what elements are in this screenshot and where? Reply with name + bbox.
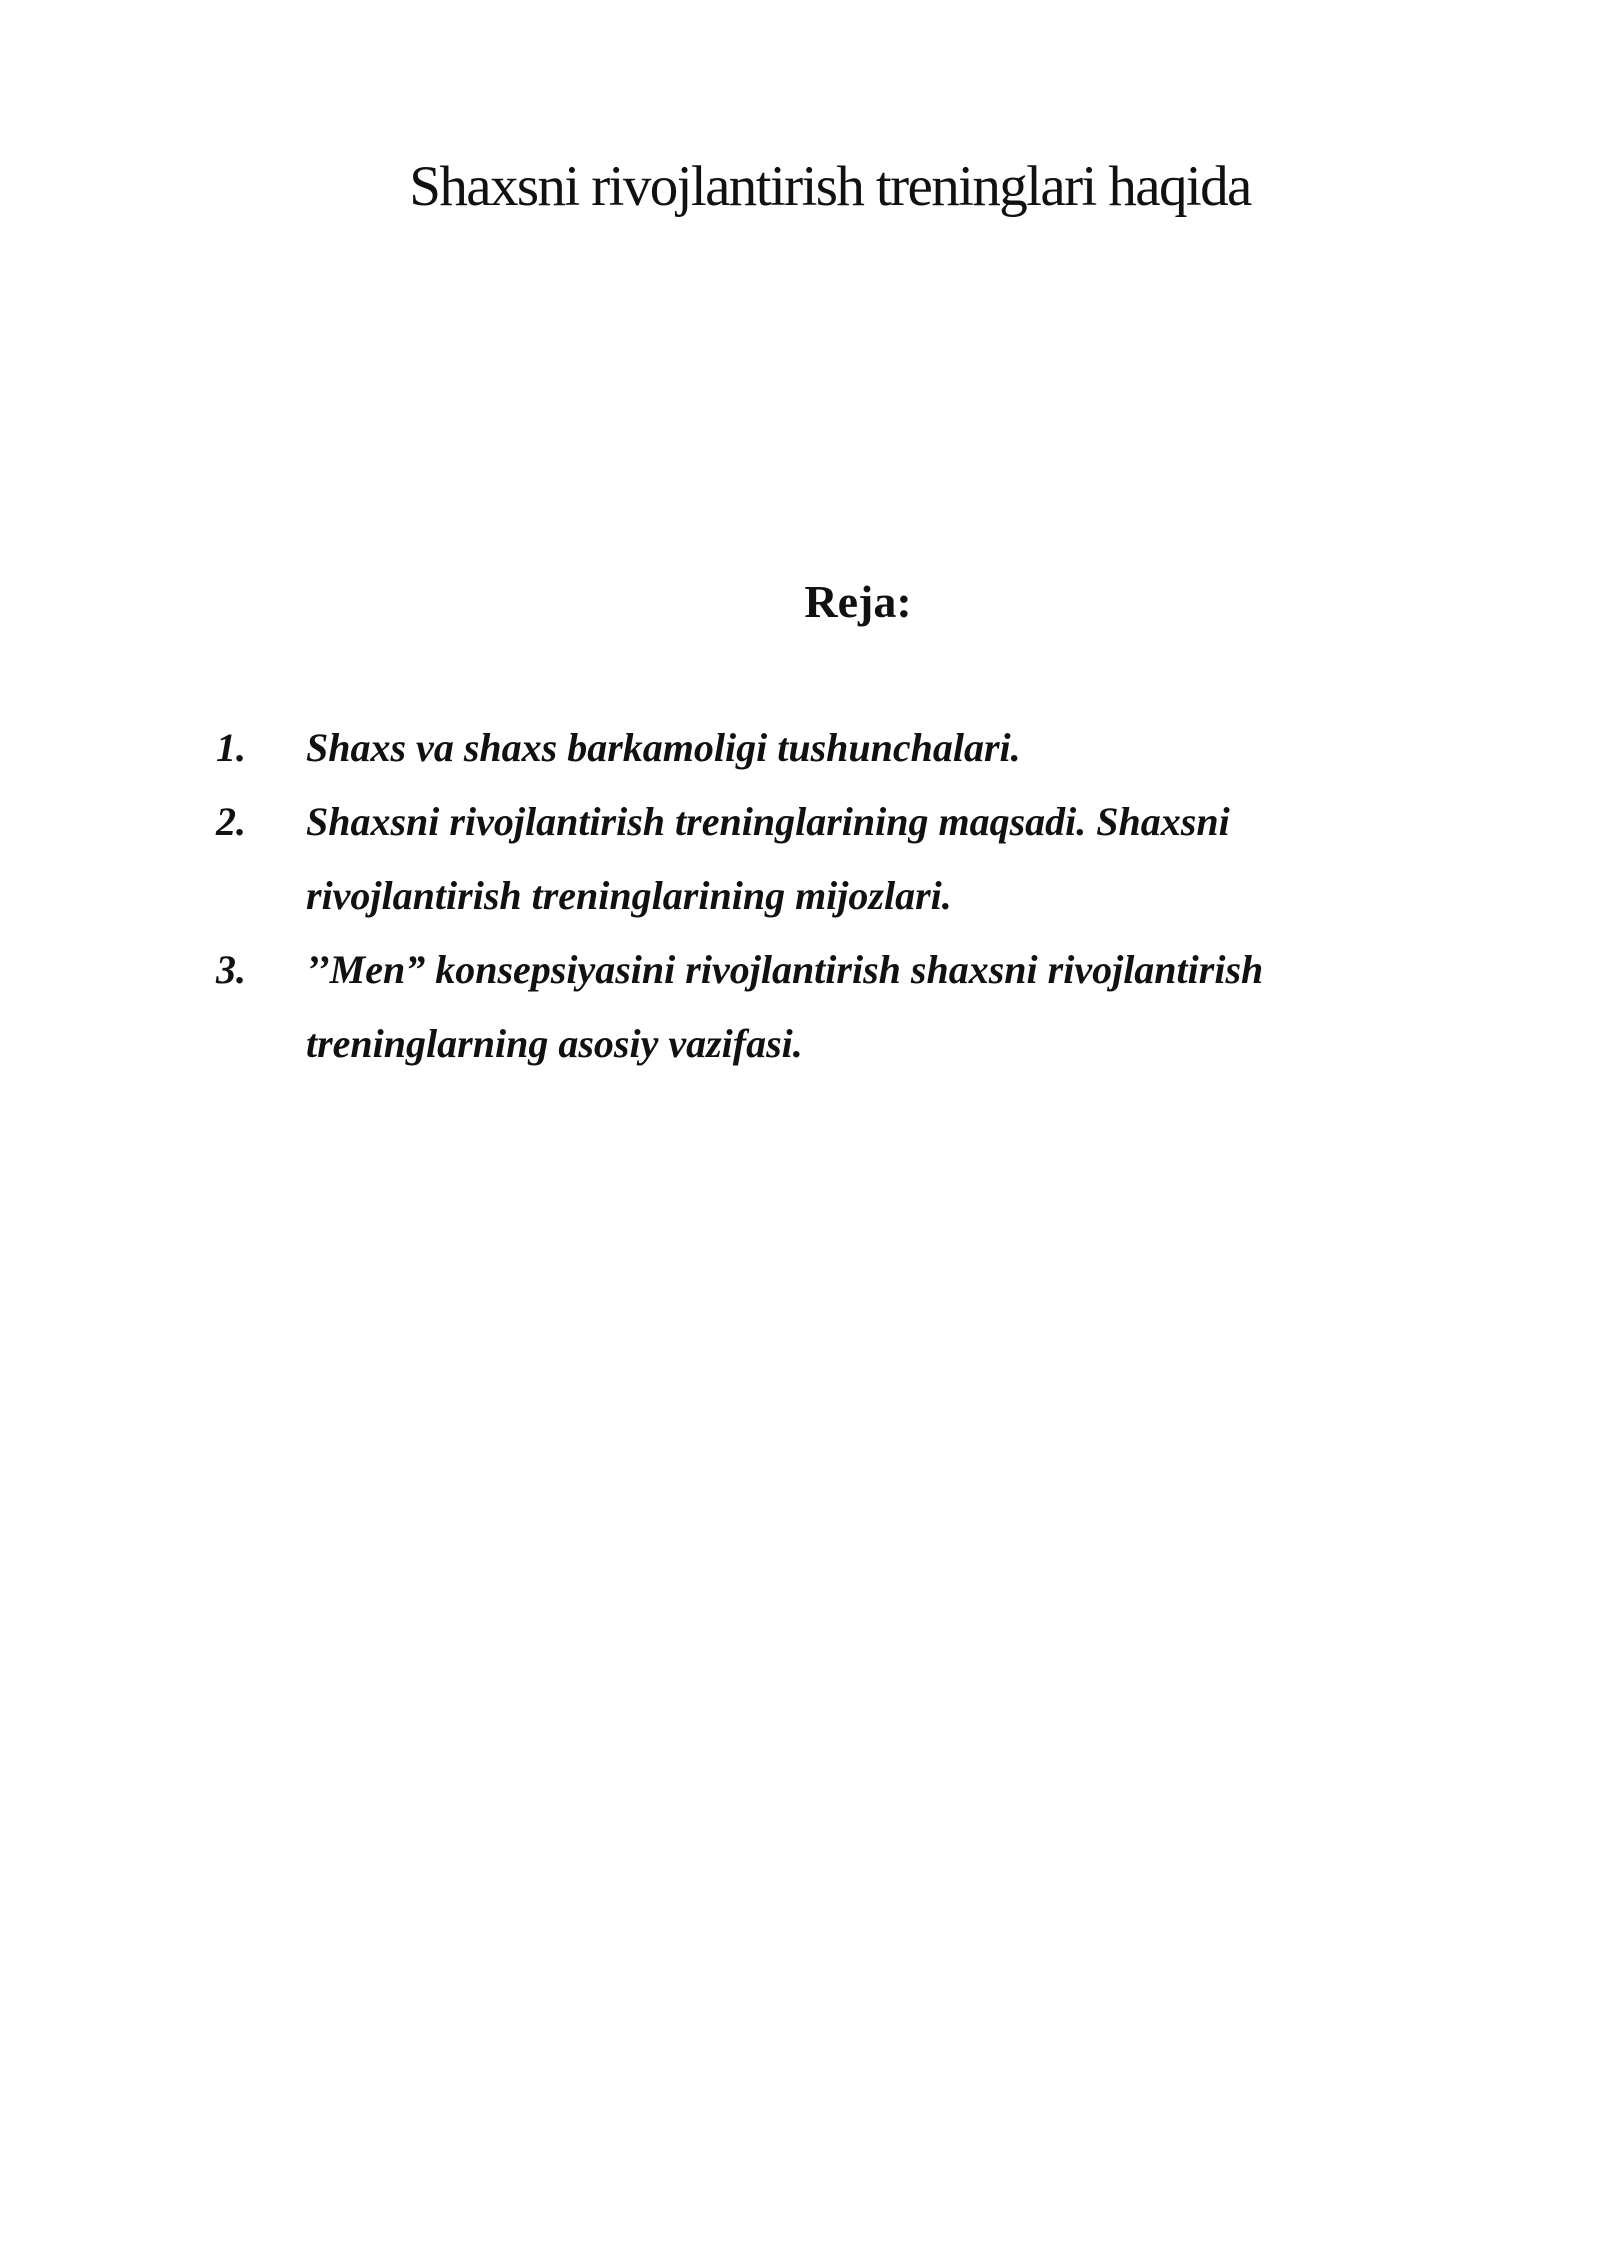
plan-item-line: Shaxs va shaxs barkamoligi tushunchalari. bbox=[306, 725, 1021, 770]
plan-item-line: rivojlantirish treninglarining mijozlari. bbox=[306, 873, 952, 918]
plan-item-number: 2. bbox=[216, 799, 246, 844]
plan-item-line: Shaxsni rivojlantirish treninglarining maqsadi. Shaxsni bbox=[306, 799, 1230, 844]
plan-item-1 bbox=[216, 711, 1416, 785]
plan-list bbox=[216, 711, 1416, 1081]
plan-item-line: treninglarning asosiy vazifasi. bbox=[306, 1021, 803, 1066]
plan-item-line: ’’Men” konsepsiyasini rivojlantirish shaxsni rivojlantirish bbox=[306, 947, 1264, 992]
document-title: Shaxsni rivojlantirish treninglari haqida bbox=[409, 155, 1251, 218]
plan-item-text bbox=[306, 785, 1366, 933]
plan-item-3 bbox=[216, 933, 1416, 1081]
plan-heading: Reja: bbox=[804, 576, 912, 627]
plan-item-2 bbox=[216, 785, 1416, 933]
plan-item-text bbox=[306, 933, 1366, 1081]
plan-item-number: 1. bbox=[216, 725, 246, 770]
plan-item-number: 3. bbox=[216, 947, 246, 992]
plan-item-text bbox=[306, 711, 1366, 785]
